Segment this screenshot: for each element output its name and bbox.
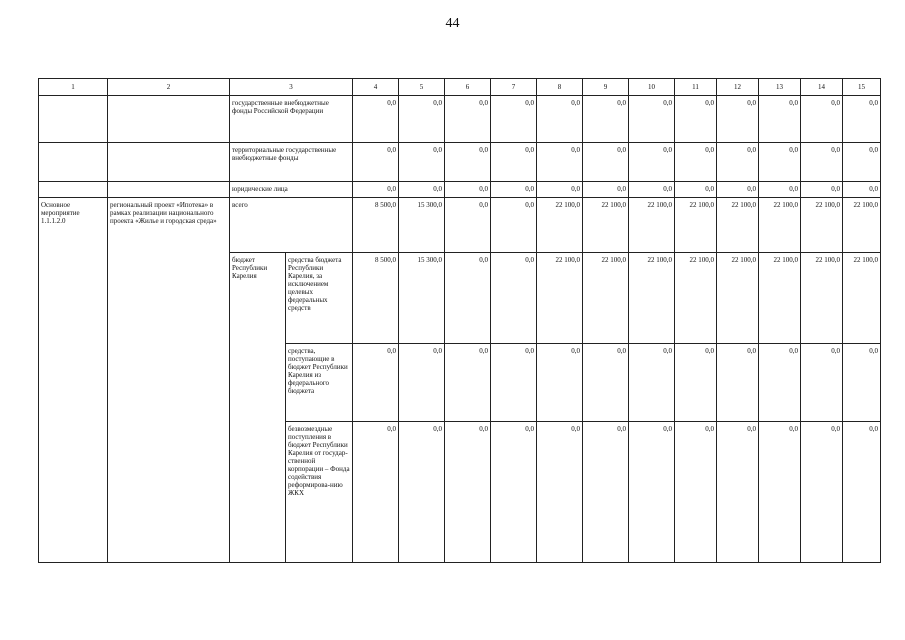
value-cell: 0,0 [759,143,801,182]
value-cell: 0,0 [629,422,675,563]
column-header: 8 [537,79,583,96]
value-cell: 0,0 [399,182,445,198]
value-cell: 0,0 [843,182,881,198]
value-cell: 0,0 [675,143,717,182]
value-cell: 0,0 [491,253,537,344]
value-cell: 0,0 [583,182,629,198]
empty-cell [39,96,108,143]
value-cell: 0,0 [353,344,399,422]
value-cell: 0,0 [717,182,759,198]
value-cell: 22 100,0 [537,198,583,253]
value-cell: 22 100,0 [759,198,801,253]
table-row [39,198,881,253]
value-cell: 8 500,0 [353,253,399,344]
value-cell: 15 300,0 [399,198,445,253]
column-header: 4 [353,79,399,96]
value-cell: 0,0 [675,182,717,198]
value-cell: 22 100,0 [583,198,629,253]
column-header: 12 [717,79,759,96]
value-cell: 22 100,0 [759,253,801,344]
value-cell: 0,0 [445,422,491,563]
value-cell: 0,0 [353,422,399,563]
value-cell: 22 100,0 [675,253,717,344]
value-cell: 0,0 [399,143,445,182]
value-cell: 0,0 [537,344,583,422]
value-cell: 0,0 [491,198,537,253]
row-label: государственные внебюджетные фонды Российской Федерации [230,96,353,143]
value-cell: 0,0 [353,96,399,143]
value-cell: 22 100,0 [843,198,881,253]
header-row [39,79,881,96]
column-header: 13 [759,79,801,96]
value-cell: 0,0 [445,182,491,198]
empty-cell [108,143,230,182]
value-cell: 0,0 [583,96,629,143]
value-cell: 0,0 [537,422,583,563]
value-cell: 0,0 [843,344,881,422]
value-cell: 0,0 [717,344,759,422]
value-cell: 0,0 [759,344,801,422]
value-cell: 0,0 [445,143,491,182]
value-cell: 0,0 [759,96,801,143]
value-cell: 0,0 [717,143,759,182]
value-cell: 0,0 [399,96,445,143]
row-label: территориальные государственные внебюджетные фонды [230,143,353,182]
column-header: 15 [843,79,881,96]
budget-label: бюджет Республики Карелия [230,253,286,563]
value-cell: 0,0 [629,143,675,182]
value-cell: 22 100,0 [583,253,629,344]
value-cell: 0,0 [801,143,843,182]
value-cell: 0,0 [445,344,491,422]
value-cell: 22 100,0 [801,198,843,253]
source-label: средства, поступающие в бюджет Республики Карелия из федерального бюджета [286,344,353,422]
value-cell: 22 100,0 [537,253,583,344]
value-cell: 0,0 [583,143,629,182]
measure-project: региональный проект «Ипотека» в рамках реализации национального проекта «Жилье и городская среда» [108,198,230,563]
table-row [39,143,881,182]
value-cell: 0,0 [445,96,491,143]
page-number: 44 [445,16,460,31]
budget-table [38,78,881,563]
value-cell: 22 100,0 [717,198,759,253]
measure-name: Основное мероприятие 1.1.1.2.0 [39,198,108,563]
value-cell: 0,0 [717,422,759,563]
value-cell: 0,0 [537,182,583,198]
value-cell: 0,0 [759,182,801,198]
source-label: безвозмездные поступления в бюджет Республики Карелия от государ-ственной корпорации – Фонда содействия реформирова-нию ЖКХ [286,422,353,563]
value-cell: 0,0 [629,344,675,422]
value-cell: 22 100,0 [675,198,717,253]
value-cell: 0,0 [675,96,717,143]
value-cell: 0,0 [675,422,717,563]
column-header: 11 [675,79,717,96]
total-label: всего [230,198,353,253]
value-cell: 0,0 [629,96,675,143]
table-row [39,182,881,198]
value-cell: 0,0 [675,344,717,422]
empty-cell [108,96,230,143]
column-header: 7 [491,79,537,96]
value-cell: 8 500,0 [353,198,399,253]
value-cell: 0,0 [717,96,759,143]
column-header: 6 [445,79,491,96]
value-cell: 0,0 [399,422,445,563]
value-cell: 0,0 [491,422,537,563]
value-cell: 0,0 [801,422,843,563]
value-cell: 0,0 [843,422,881,563]
column-header: 9 [583,79,629,96]
value-cell: 0,0 [583,422,629,563]
value-cell: 22 100,0 [801,253,843,344]
value-cell: 0,0 [759,422,801,563]
value-cell: 0,0 [537,143,583,182]
empty-cell [39,143,108,182]
value-cell: 0,0 [629,182,675,198]
value-cell: 0,0 [583,344,629,422]
value-cell: 0,0 [491,344,537,422]
value-cell: 0,0 [537,96,583,143]
value-cell: 0,0 [353,182,399,198]
value-cell: 0,0 [445,253,491,344]
value-cell: 22 100,0 [629,253,675,344]
table-row [39,96,881,143]
value-cell: 0,0 [491,182,537,198]
value-cell: 0,0 [843,96,881,143]
column-header: 14 [801,79,843,96]
value-cell: 0,0 [491,96,537,143]
empty-cell [39,182,108,198]
value-cell: 0,0 [399,344,445,422]
column-header: 2 [108,79,230,96]
value-cell: 0,0 [353,143,399,182]
value-cell: 22 100,0 [629,198,675,253]
value-cell: 0,0 [491,143,537,182]
value-cell: 0,0 [801,344,843,422]
value-cell: 15 300,0 [399,253,445,344]
column-header: 5 [399,79,445,96]
value-cell: 0,0 [801,96,843,143]
value-cell: 22 100,0 [843,253,881,344]
value-cell: 0,0 [445,198,491,253]
row-label: юридические лица [230,182,353,198]
empty-cell [108,182,230,198]
value-cell: 0,0 [843,143,881,182]
source-label: средства бюджета Республики Карелия, за исключением целевых федеральных средств [286,253,353,344]
column-header: 10 [629,79,675,96]
column-header: 3 [230,79,353,96]
value-cell: 0,0 [801,182,843,198]
column-header: 1 [39,79,108,96]
value-cell: 22 100,0 [717,253,759,344]
